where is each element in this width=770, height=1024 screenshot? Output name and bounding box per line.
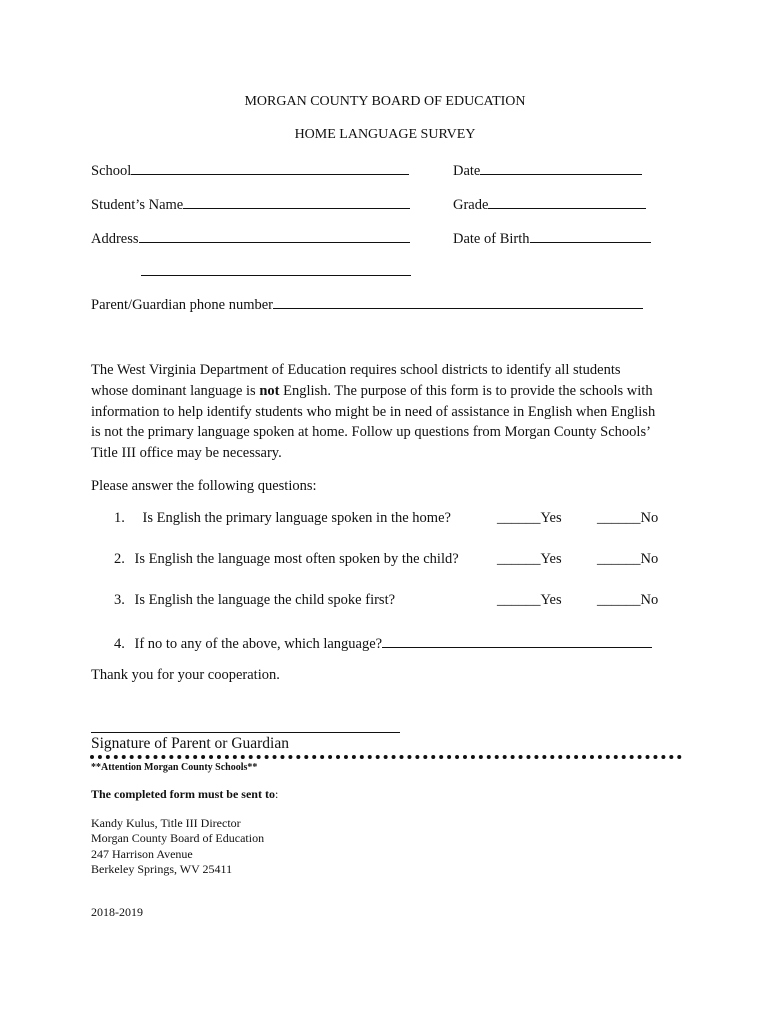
mailing-address (91, 816, 264, 877)
date-input-line[interactable] (480, 160, 642, 175)
student-name-label: Student’s Name (91, 197, 184, 213)
dob-field[interactable] (453, 228, 651, 248)
intro-line-2c: English. The purpose of this form is to provide the schools with (279, 382, 653, 399)
intro-line-5: Title III office may be necessary. (91, 445, 282, 462)
dob-label: Date of Birth (453, 231, 530, 247)
grade-label: Grade (453, 197, 489, 213)
question-4-input-line[interactable] (382, 633, 652, 648)
intro-line-3: information to help identify students who might be in need of assistance in English when English (91, 403, 656, 420)
question-1-yes[interactable]: ______Yes (497, 510, 562, 526)
question-3-yes[interactable]: ______Yes (497, 592, 562, 608)
instructions: Please answer the following questions: (91, 478, 317, 494)
phone-input-line[interactable] (273, 294, 643, 309)
address-line-2: Morgan County Board of Education (91, 831, 265, 846)
school-label: School (91, 163, 132, 179)
attention-note: **Attention Morgan County Schools** (91, 762, 258, 773)
intro-line-2 (91, 381, 691, 402)
form-title: HOME LANGUAGE SURVEY (294, 127, 476, 142)
question-3-no[interactable]: ______No (597, 592, 659, 608)
question-1 (114, 510, 451, 527)
dob-input-line[interactable] (530, 228, 651, 243)
school-year: 2018-2019 (91, 905, 143, 919)
phone-field[interactable] (91, 294, 643, 314)
intro-paragraph (91, 360, 691, 464)
intro-line-1: The West Virginia Department of Education requires school districts to identify all students (91, 362, 621, 378)
question-1-no[interactable]: ______No (597, 510, 659, 526)
address-field[interactable] (91, 228, 410, 248)
grade-input-line[interactable] (488, 194, 646, 209)
question-2-yes[interactable]: ______Yes (497, 551, 562, 567)
question-1-number: 1. (114, 510, 125, 526)
thanks-text: Thank you for your cooperation. (91, 667, 280, 683)
send-to-label: The completed form must be sent to (91, 787, 275, 801)
address-label: Address (91, 231, 139, 247)
school-input-line[interactable] (131, 160, 409, 175)
date-field[interactable] (453, 160, 642, 180)
intro-line-4: is not the primary language spoken at home. Follow up questions from Morgan County Schools’ (91, 424, 651, 441)
address-line-3: 247 Harrison Avenue (91, 846, 193, 861)
date-label: Date (453, 163, 481, 179)
question-2-text: Is English the language most often spoken by the child? (134, 551, 459, 567)
question-4-number: 4. (114, 636, 125, 652)
question-2-no[interactable]: ______No (597, 551, 659, 567)
question-3-number: 3. (114, 592, 125, 608)
question-4-text: If no to any of the above, which language? (134, 636, 383, 652)
signature-line[interactable] (91, 732, 400, 733)
question-1-text: Is English the primary language spoken in the home? (142, 510, 451, 526)
address-second-line[interactable] (141, 261, 411, 276)
student-name-input-line[interactable] (183, 194, 410, 209)
question-4[interactable] (114, 633, 652, 653)
student-name-field[interactable] (91, 194, 410, 214)
question-2 (114, 551, 459, 568)
intro-emphasis-not: not (259, 382, 280, 399)
send-to-colon: : (274, 787, 279, 801)
phone-label: Parent/Guardian phone number (91, 297, 274, 313)
question-3-text: Is English the language the child spoke first? (134, 592, 396, 608)
signature-label: Signature of Parent or Guardian (91, 735, 289, 752)
question-2-number: 2. (114, 551, 125, 567)
question-3 (114, 592, 395, 609)
address-input-line[interactable] (139, 228, 410, 243)
intro-line-2a: whose dominant language is (91, 382, 260, 399)
cut-line-divider (90, 755, 682, 759)
grade-field[interactable] (453, 194, 646, 214)
address-line-4: Berkeley Springs, WV 25411 (91, 861, 233, 876)
organization-title: MORGAN COUNTY BOARD OF EDUCATION (244, 94, 526, 109)
school-field[interactable] (91, 160, 409, 180)
send-to-heading (91, 787, 278, 802)
address-line-1: Kandy Kulus, Title III Director (91, 816, 241, 830)
